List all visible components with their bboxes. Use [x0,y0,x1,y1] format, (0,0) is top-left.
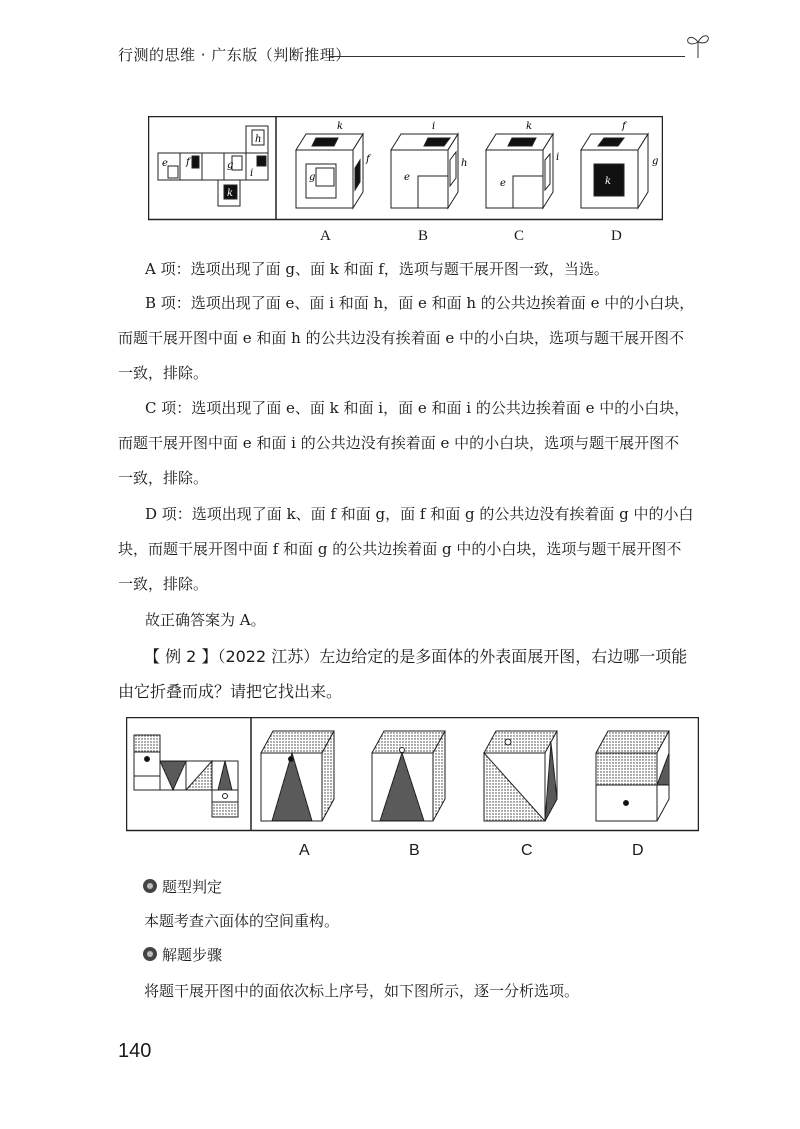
cube-a-label-side: f [366,154,370,165]
net-figure-2 [134,735,238,817]
example-2-line-2: 由它折叠而成？请把它找出来。 [118,682,343,701]
cube-a-label-top: k [337,121,344,132]
cube-option-d [581,134,648,208]
analysis-c-1: C 项：选项出现了面 e、面 k 和面 i，面 e 和面 i 的公共边挨着面 e 中的小白块， [145,399,690,417]
cube-c-label-side: i [556,152,560,163]
figure2-option-d: D [632,842,644,859]
section-bullet-icon [142,878,158,894]
section-heading-solution-steps: 解题步骤 [162,946,223,964]
cube-option-a [296,134,363,208]
net-label-h: h [255,134,262,145]
cube-b-label-front: e [404,172,410,183]
cube-option-c [486,134,553,208]
cube2-option-c [484,731,557,821]
analysis-b-1: B 项：选项出现了面 e、面 i 和面 h，面 e 和面 h 的公共边挨着面 e 中的小白块， [145,294,695,312]
net-label-k: k [227,188,234,199]
cube-d-label-front: k [605,176,612,187]
section-text-solution-steps: 将题干展开图中的面依次标上序号，如下图所示，逐一分析选项。 [144,982,580,1000]
cube2-option-a [261,731,334,821]
analysis-c-2: 而题干展开图中面 e 和面 i 的公共边没有挨着面 e 中的小白块，选项与题干展开图不 [118,434,680,452]
analysis-c-3: 一致，排除。 [118,469,209,487]
header-rule [330,56,685,57]
conclusion: 故正确答案为 A。 [145,611,266,629]
figure1-option-a: A [320,228,331,244]
net-label-f: f [186,157,190,168]
cube2-option-b [372,731,445,821]
cube2-option-d [596,731,669,821]
running-header-title: 行测的思维 · 广东版（判断推理） [118,46,351,64]
section-text-question-type: 本题考查六面体的空间重构。 [144,912,340,930]
cube-b-label-side: h [461,158,468,169]
figure-1-cube-net [148,116,663,221]
section-bullet-icon [142,946,158,962]
analysis-d-1: D 项：选项出现了面 k、面 f 和面 g，面 f 和面 g 的公共边没有挨着面 g 中的小白 [145,505,694,523]
analysis-b-3: 一致，排除。 [118,364,209,382]
cube-c-label-front: e [500,178,506,189]
figure2-option-a: A [299,842,310,859]
analysis-d-2: 块，而题干展开图中面 f 和面 g 的公共边挨着面 g 中的小白块，选项与题干展开图不 [118,540,682,558]
net-figure-1 [158,126,268,206]
cube-a-label-front: g [309,172,316,183]
net-label-e: e [162,158,168,169]
cube-d-label-side: g [652,156,659,167]
figure1-option-d: D [611,228,622,244]
figure1-option-b: B [418,228,429,244]
cube-b-label-top: i [432,121,436,132]
sprout-icon [684,30,712,60]
analysis-d-3: 一致，排除。 [118,575,209,593]
cube-d-label-top: f [622,121,626,132]
figure-2-polyhedron-net [126,717,699,832]
analysis-a: A 项：选项出现了面 g、面 k 和面 f，选项与题干展开图一致，当选。 [145,260,609,278]
example-2-line-1: 【 例 2 】（2022 江苏）左边给定的是多面体的外表面展开图，右边哪一项能 [144,647,688,666]
figure2-option-b: B [409,842,420,859]
analysis-b-2: 而题干展开图中面 e 和面 h 的公共边没有挨着面 e 中的小白块，选项与题干展开图不 [118,329,685,347]
figure2-option-c: C [521,842,533,859]
page-number: 140 [118,1040,152,1062]
cube-option-b [391,134,458,208]
cube-c-label-top: k [526,121,533,132]
figure1-option-c: C [514,228,525,244]
net-label-g: g [227,160,234,171]
net-label-i: i [250,168,254,179]
section-heading-question-type: 题型判定 [162,878,223,896]
